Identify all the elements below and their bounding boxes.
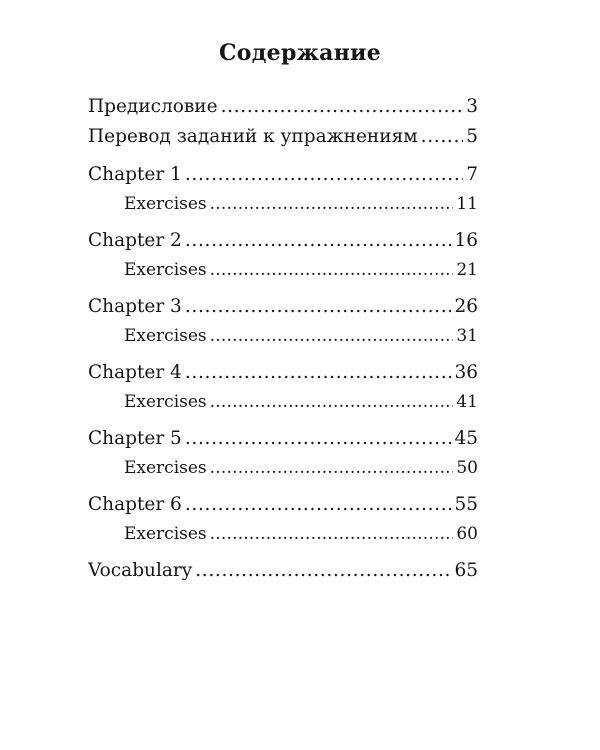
dot-leader [210,454,454,482]
dot-leader [195,556,451,586]
toc-entry-chapter-2-exercises[interactable] [88,256,478,284]
toc-page-number: 36 [454,362,478,383]
toc-entry-chapter-1-exercises[interactable] [88,190,478,218]
toc-entry-chapter-4[interactable] [88,358,478,388]
toc-page-number: 3 [466,96,478,117]
toc-page-number: 21 [456,260,478,280]
dot-leader [221,92,464,122]
toc-entry-label: Exercises [124,524,207,544]
dot-leader [421,122,464,152]
toc-entry-label: Exercises [124,326,207,346]
dot-leader [210,322,454,350]
toc-entry-label: Exercises [124,260,207,280]
toc-entry-label: Exercises [124,392,207,412]
toc-entry-label: Предисловие [88,96,218,117]
dot-leader [210,190,454,218]
dot-leader [185,358,452,388]
toc-entry-chapter-4-exercises[interactable] [88,388,478,416]
toc-entry-label: Chapter 5 [88,428,182,449]
toc-page-number: 50 [456,458,478,478]
toc-entry-chapter-6[interactable] [88,490,478,520]
toc-page-number: 11 [456,194,478,214]
dot-leader [210,520,454,548]
toc-entry-label: Chapter 3 [88,296,182,317]
toc-page-number: 31 [456,326,478,346]
toc-entry-label: Exercises [124,194,207,214]
toc-entry-label: Перевод заданий к упражнениям [88,126,418,147]
toc-entry-label: Chapter 6 [88,494,182,515]
toc-page-number: 7 [466,164,478,185]
dot-leader [210,256,454,284]
toc-entry-vocabulary[interactable] [88,556,478,586]
dot-leader [185,160,463,190]
toc-entry-label: Chapter 1 [88,164,182,185]
toc-page-number: 16 [454,230,478,251]
dot-leader [185,292,452,322]
dot-leader [210,388,454,416]
dot-leader [185,490,452,520]
toc-page-number: 5 [466,126,478,147]
toc-page-number: 26 [454,296,478,317]
dot-leader [185,226,452,256]
toc-entry-label: Chapter 2 [88,230,182,251]
toc-page-number: 60 [456,524,478,544]
toc-entry-label: Vocabulary [88,560,193,581]
toc-page-number: 55 [454,494,478,515]
toc-entry-chapter-5[interactable] [88,424,478,454]
toc-entry-preface[interactable] [88,92,478,122]
toc-entry-label: Exercises [124,458,207,478]
toc-entry-label: Chapter 4 [88,362,182,383]
toc-entry-chapter-1[interactable] [88,160,478,190]
toc-entry-chapter-6-exercises[interactable] [88,520,478,548]
toc-entry-chapter-5-exercises[interactable] [88,454,478,482]
toc-entry-task-translation[interactable] [88,122,478,152]
toc-entry-chapter-3[interactable] [88,292,478,322]
dot-leader [185,424,452,454]
toc-page-number: 65 [454,560,478,581]
toc-page-number: 41 [456,392,478,412]
toc-entry-chapter-3-exercises[interactable] [88,322,478,350]
toc-entry-chapter-2[interactable] [88,226,478,256]
table-of-contents [88,92,478,586]
toc-page-number: 45 [454,428,478,449]
toc-title: Содержание [218,40,382,66]
